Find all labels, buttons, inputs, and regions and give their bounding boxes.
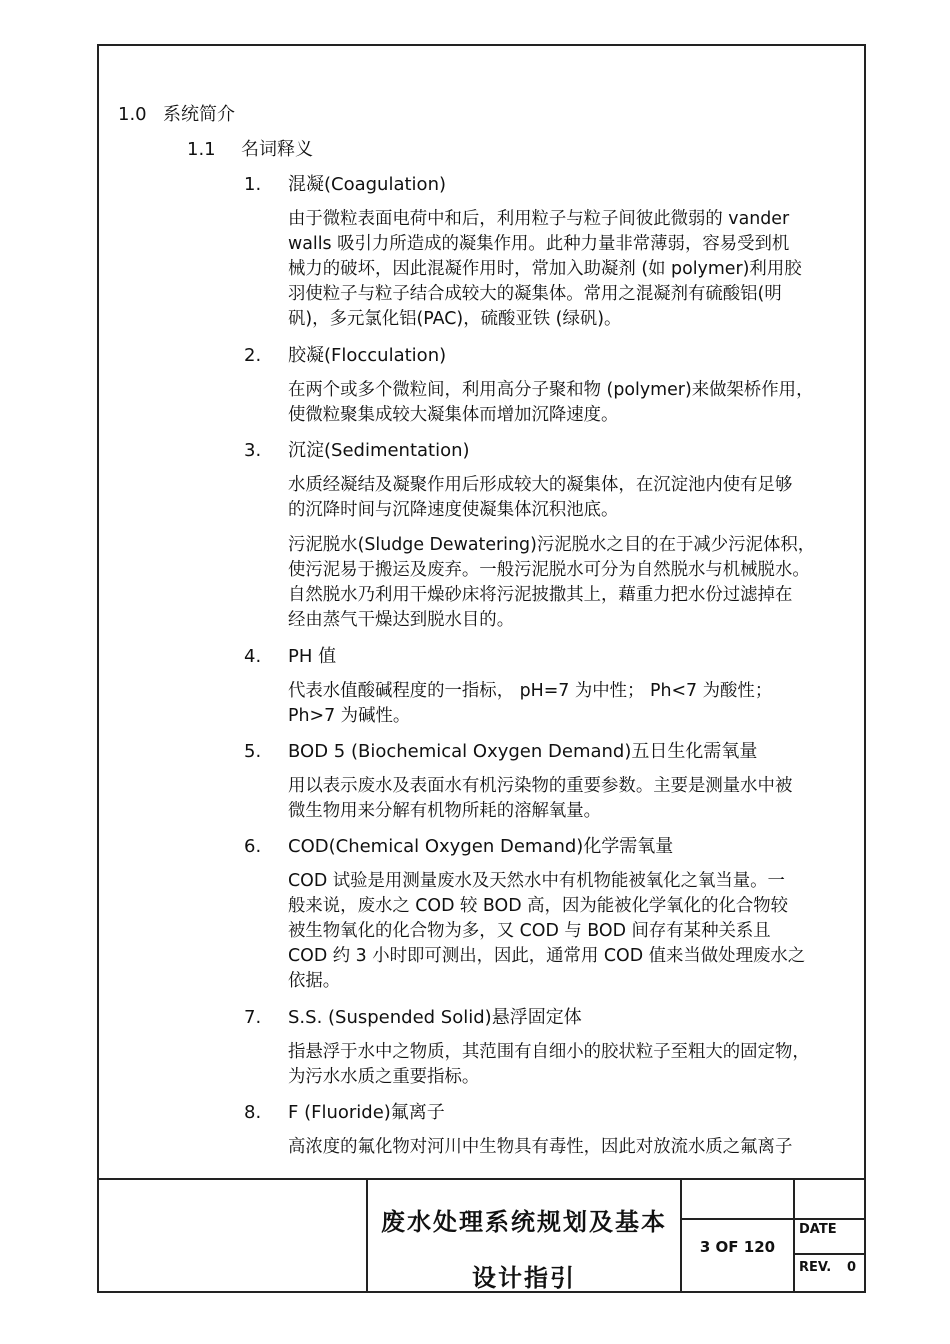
item-paragraph: 指悬浮于水中之物质，其范围有自细小的胶状粒子至粗大的固定物， 为污水水质之重要指标。 [288,1042,810,1087]
page-frame [97,44,866,1293]
title-block-page-cell [682,1180,795,1293]
item-title: 沉淀(Sedimentation) [288,440,470,461]
rev-value: 0 [847,1260,857,1275]
document-body [99,46,868,1158]
item-number: 3. [244,440,262,461]
divider [795,1218,864,1220]
item-paragraph: 在两个或多个微粒间，利用高分子聚和物 (polymer)来做架桥作用， 使微粒聚集成较大凝集体而增加沉降速度。 [288,380,814,425]
page-number: 3 OF 120 [699,1238,776,1256]
item-title: PH 值 [288,646,337,667]
item-number: 1. [244,174,262,195]
item-paragraph: 高浓度的氟化物对河川中生物具有毒性，因此对放流水质之氟离子 [288,1137,793,1157]
item-paragraph: 由于微粒表面电荷中和后，利用粒子与粒子间彼此微弱的 vander walls 吸引力所造成的凝集作用。此种力量非常薄弱，容易受到机 械力的破坏，因此混凝作用时，常加入助凝剂 (如 polymer)利用胶 羽使粒子与粒子结合成较大的凝集体。常用之混凝剂有硫酸铝(明 矾)，多元氯化铝(PAC)，硫酸亚铁 (绿矾)。 [288,209,802,329]
divider [682,1218,793,1220]
section-number: 1.0 [118,104,147,125]
item-paragraph: 污泥脱水(Sludge Dewatering)污泥脱水之目的在于减少污泥体积， 使污泥易于搬运及废弃。一般污泥脱水可分为自然脱水与机械脱水。 自然脱水乃利用干燥砂床将污泥披撒其上，藉重力把水份过滤掉在 经由蒸气干燥达到脱水目的。 [288,535,816,630]
title-block-title-cell [368,1180,682,1293]
title-block [99,1178,864,1293]
rev-label: REV. [799,1260,832,1275]
item-paragraph: COD 试验是用测量废水及天然水中有机物能被氧化之氧当量。一 般来说，废水之 COD 较 BOD 高，因为能被化学氧化的化合物较 被生物氧化的化合物为多，又 COD 与 BOD 间存有某种关系且 COD 约 3 小时即可测出，因此，通常用 COD 值来当做处理废水之 依据。 [288,871,806,991]
item-paragraph: 水质经凝结及凝聚作用后形成较大的凝集体，在沉淀池内使有足够 的沉降时间与沉降速度使凝集体沉积池底。 [288,475,793,520]
subsection-number: 1.1 [187,139,216,160]
date-label: DATE [799,1222,837,1237]
item-number: 5. [244,741,262,762]
item-title: 胶凝(Flocculation) [288,345,447,366]
divider [795,1253,864,1255]
title-block-blank-cell [99,1180,368,1293]
document-title-line-2: 设计指引 [472,1263,576,1292]
subsection-title: 名词释义 [241,139,313,160]
item-paragraph: 用以表示废水及表面水有机污染物的重要参数。主要是测量水中被 微生物用来分解有机物所耗的溶解氧量。 [288,776,793,821]
title-block-rev-cell [795,1180,864,1293]
item-number: 6. [244,836,262,857]
item-number: 2. [244,345,262,366]
item-paragraph: 代表水值酸碱程度的一指标， pH=7 为中性； Ph<7 为酸性； Ph>7 为碱性。 [288,681,773,726]
item-number: 4. [244,646,262,667]
item-title: S.S. (Suspended Solid)悬浮固定体 [288,1007,582,1028]
item-number: 8. [244,1102,262,1123]
item-number: 7. [244,1007,262,1028]
item-title: BOD 5 (Biochemical Oxygen Demand)五日生化需氧量 [288,741,758,762]
item-title: COD(Chemical Oxygen Demand)化学需氧量 [288,836,674,857]
item-title: 混凝(Coagulation) [288,174,447,195]
section-title: 系统简介 [163,104,235,125]
item-title: F (Fluoride)氟离子 [288,1102,445,1123]
document-title-line-1: 废水处理系统规划及基本 [381,1207,667,1236]
